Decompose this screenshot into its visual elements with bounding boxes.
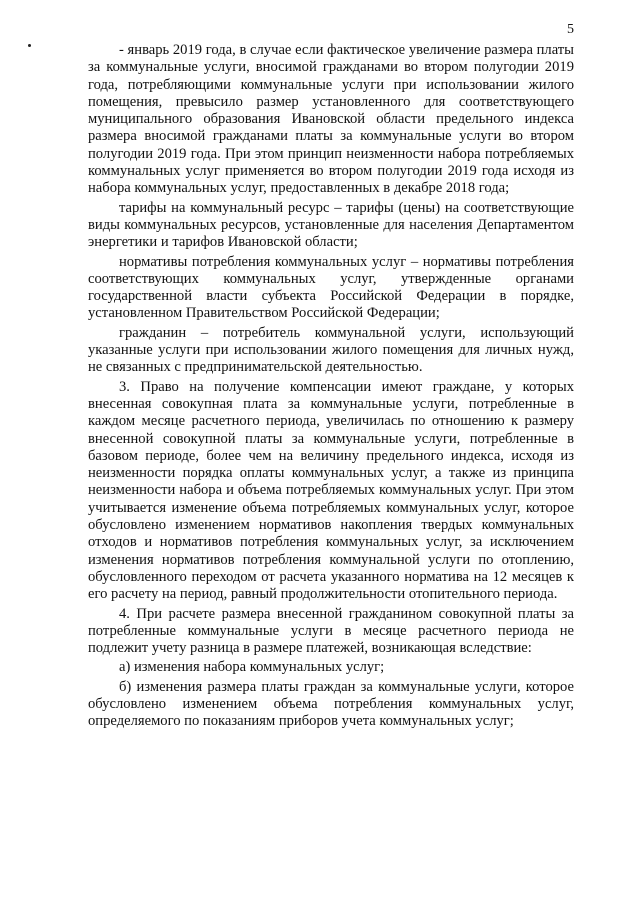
paragraph-january-2019: - январь 2019 года, в случае если фактическое увеличение размера платы за коммунальные услуги, вносимой гражданами во втором полугодии 2019 года, потребляющими коммунальные услуги при использовании жилого помещения, превысило размер установленного для соответствующего муниципального образования Ивановской области предельного индекса размера вносимой гражданами платы за коммунальные услуги во втором полугодии 2019 года. При этом принцип неизменности набора потребляемых коммунальных услуг применяется во втором полугодии 2019 года исходя из набора коммунальных услуг, предоставленных в декабре 2018 года;: [88, 42, 574, 197]
paragraph-norms-definition: нормативы потребления коммунальных услуг – нормативы потребления соответствующих коммунальных услуг, утвержденные органами государственной власти субъекта Российской Федерации в порядке, установленном Правительством Российской Федерации;: [88, 253, 574, 322]
scan-dot-mark: [28, 44, 31, 47]
page-number: 5: [567, 22, 574, 37]
document-body: [88, 42, 574, 733]
paragraph-item-b: б) изменения размера платы граждан за коммунальные услуги, которое обусловлено изменением объема потребления коммунальных услуг, определяемого по показаниям приборов учета коммунальных услуг;: [88, 678, 574, 730]
paragraph-section-3: 3. Право на получение компенсации имеют граждане, у которых внесенная совокупная плата за коммунальные услуги, потребленные в каждом месяце расчетного периода, увеличилась по отношению к размеру внесенной совокупной платы за коммунальные услуги, потребленные в базовом периоде, более чем на величину предельного индекса, исходя из неизменности порядка оплаты коммунальных услуг, а также из принципа неизменности набора и объема потребляемых коммунальных услуг. При этом учитывается изменение объема потребляемых коммунальных услуг, которое обусловлено изменением нормативов накопления твердых коммунальных отходов и нормативов потребления коммунальных услуг, за исключением изменения нормативов потребления коммунальной услуги по отоплению, обусловленного переходом от расчета указанного норматива на 12 месяцев к его расчету на период, равный продолжительности отопительного периода.: [88, 378, 574, 603]
paragraph-tariffs-definition: тарифы на коммунальный ресурс – тарифы (цены) на соответствующие виды коммунальных ресурсов, установленные для населения Департаментом энергетики и тарифов Ивановской области;: [88, 199, 574, 251]
paragraph-item-a: а) изменения набора коммунальных услуг;: [119, 659, 385, 676]
paragraph-section-4: 4. При расчете размера внесенной гражданином совокупной платы за потребленные коммунальные услуги в месяце расчетного периода не подлежит учету разница в размере платежей, возникающая вследствие:: [88, 605, 574, 657]
paragraph-citizen-definition: гражданин – потребитель коммунальной услуги, использующий указанные услуги при использовании жилого помещения для личных нужд, не связанных с предпринимательской деятельностью.: [88, 324, 574, 376]
